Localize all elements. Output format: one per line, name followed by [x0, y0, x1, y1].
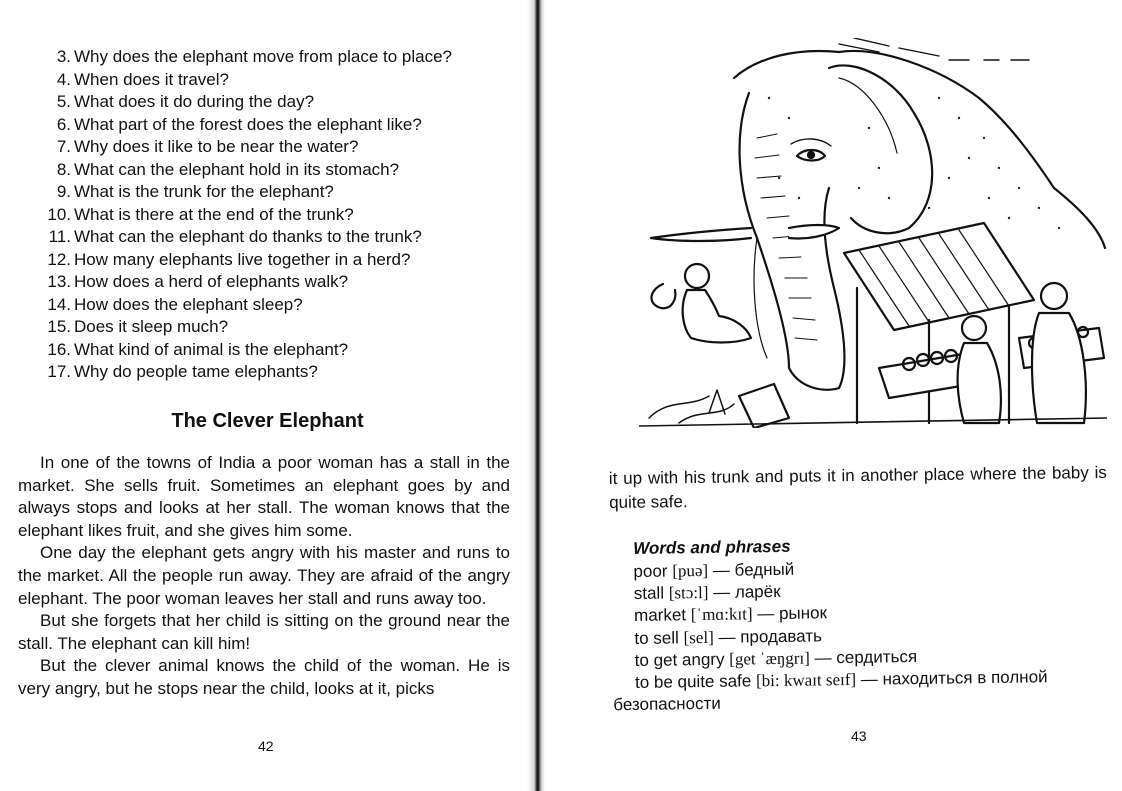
question-number: 15.	[47, 317, 71, 336]
story-continuation: it up with his trunk and puts it in another place where the baby is quite safe.	[608, 462, 1107, 513]
story-text	[18, 452, 510, 701]
question-text: What part of the forest does the elephant like?	[74, 114, 422, 134]
question-number: 4.	[56, 69, 71, 89]
story-paragraph: But the clever animal knows the child of the woman. He is very angry, but he stops near the child, looks at it, picks	[18, 656, 510, 698]
question-text: Why does the elephant move from place to place?	[74, 47, 452, 66]
vocab-translation: — продавать	[718, 625, 823, 647]
vocab-phonetic: [get ˈæŋgrɪ]	[729, 648, 810, 669]
question-text: Why do people tame elephants?	[74, 362, 318, 381]
vocabulary-list	[633, 554, 1115, 694]
question-text: What is there at the end of the trunk?	[74, 204, 354, 224]
vocab-translation: — сердиться	[814, 646, 918, 668]
story-paragraph: But she forgets that her child is sitting on the ground near the stall. The elephant can kill him!	[18, 611, 510, 653]
question-text: Does it sleep much?	[74, 317, 229, 336]
left-page	[0, 0, 535, 791]
story-title: The Clever Elephant	[171, 410, 364, 432]
vocab-translation: — находиться в полной	[860, 667, 1048, 689]
vocab-word: market	[633, 605, 687, 626]
question-item	[40, 181, 520, 204]
question-number: 8.	[56, 159, 71, 179]
question-text: What does it do during the day?	[74, 92, 315, 111]
vocab-word: stall	[633, 583, 665, 604]
question-number: 17.	[47, 362, 71, 381]
page-number-left: 42	[258, 738, 274, 754]
vocab-word: to sell	[634, 627, 679, 648]
vocab-phonetic: [puə]	[672, 560, 709, 581]
question-text: How does a herd of elephants walk?	[74, 272, 349, 291]
vocab-phonetic: [ˈmɑ:kɪt]	[690, 604, 753, 625]
question-number: 10.	[47, 204, 71, 224]
question-text: When does it travel?	[74, 69, 229, 89]
vocab-phonetic: [bi: kwaɪt seɪf]	[755, 669, 857, 691]
question-number: 9.	[56, 182, 71, 201]
question-item	[40, 69, 520, 92]
question-item	[40, 204, 520, 227]
book-gutter	[527, 0, 545, 791]
vocab-translation: — рынок	[757, 603, 828, 624]
vocabulary-continuation: безопасности	[613, 694, 721, 715]
question-text: How many elephants live together in a herd?	[74, 249, 411, 269]
question-text: How does the elephant sleep?	[74, 294, 303, 314]
question-number: 11.	[48, 227, 71, 246]
vocabulary-section	[613, 530, 1115, 716]
question-item	[40, 249, 520, 272]
page-number-right: 43	[851, 728, 867, 744]
question-item	[40, 159, 520, 182]
vocab-word: poor	[633, 561, 668, 581]
question-number: 5.	[56, 92, 71, 111]
question-item	[40, 136, 520, 159]
question-item	[40, 339, 520, 362]
question-number: 12.	[47, 249, 71, 269]
vocab-translation: — ларёк	[713, 582, 781, 603]
question-number: 13.	[47, 272, 71, 291]
vocab-phonetic: [sel]	[683, 627, 714, 647]
question-text: Why does it like to be near the water?	[74, 137, 359, 156]
elephant-market-illustration	[639, 38, 1107, 428]
stipple-texture	[768, 97, 1060, 229]
question-number: 3.	[56, 47, 71, 66]
story-paragraph: In one of the towns of India a poor woman has a stall in the market. She sells fruit. Sometimes an elephant goes by and always stops and looks at her stall. The woman knows that the elephant likes fruit, and she gives him some.	[18, 453, 510, 540]
question-number: 14.	[47, 294, 71, 314]
question-number: 6.	[56, 114, 71, 134]
question-item	[40, 114, 520, 137]
question-text: What can the elephant hold in its stomach?	[74, 159, 400, 179]
question-number: 7.	[56, 137, 71, 156]
question-list	[40, 46, 520, 384]
right-page	[545, 0, 1122, 791]
question-item	[40, 361, 520, 384]
question-text: What can the elephant do thanks to the trunk?	[74, 227, 422, 246]
vocab-phonetic: [stɔ:l]	[668, 583, 709, 603]
question-item	[40, 294, 520, 317]
vocab-word: to get angry	[634, 649, 725, 670]
vocabulary-heading: Words and phrases	[633, 536, 791, 558]
question-text: What kind of animal is the elephant?	[74, 339, 349, 359]
vocab-word: to be quite safe	[634, 671, 752, 693]
question-item	[40, 226, 520, 249]
question-item	[40, 271, 520, 294]
question-number: 16.	[47, 339, 71, 359]
story-paragraph: One day the elephant gets angry with his master and runs to the market. All the people run away. They are afraid of the angry elephant. The poor woman leaves her stall and runs away too.	[18, 543, 510, 608]
question-item	[40, 46, 520, 69]
question-item	[40, 91, 520, 114]
vocab-translation: — бедный	[712, 559, 795, 580]
question-item	[40, 316, 520, 339]
question-text: What is the trunk for the elephant?	[74, 182, 334, 201]
